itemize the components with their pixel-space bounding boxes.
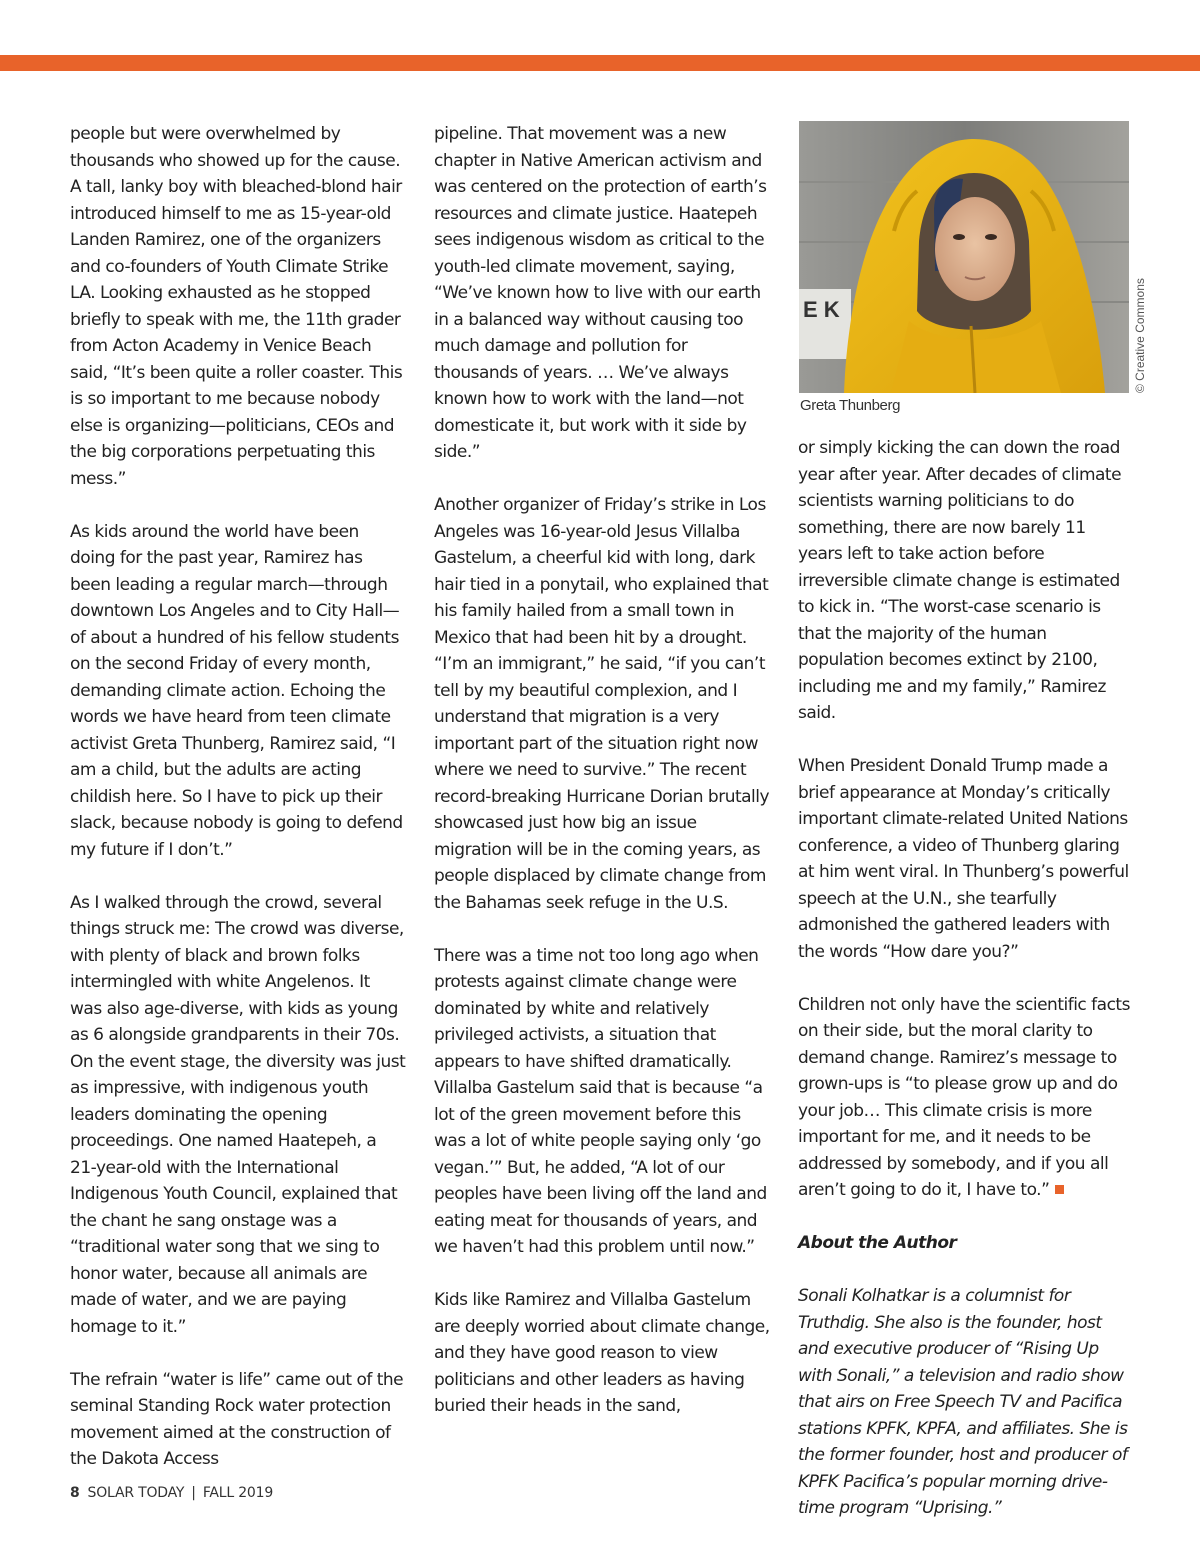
paragraph: There was a time not too long ago when protests against climate change were dominated by white and relatively privileged activists, a situation that appears to have shifted dramatically. Villalba Gastelum said that is because “a lot of the green movement before this was a lot of white people saying only ‘go vegan.’” But, he added, “A lot of our peoples have been living off the land and eating meat for thousands of years, and we haven’t had this problem until now.”: [434, 945, 767, 1257]
publication-name: SOLAR TODAY: [87, 1485, 185, 1501]
page-number: 8: [70, 1485, 80, 1501]
issue-label: FALL 2019: [202, 1485, 274, 1501]
paragraph: The refrain “water is life” came out of the seminal Standing Rock water protection movement aimed at the construction of the Dakota Access: [70, 1369, 404, 1469]
paragraph-final: [798, 992, 1134, 1204]
end-of-article-mark: [1055, 1185, 1064, 1194]
page-footer: [70, 1485, 273, 1501]
background-sign-text: E K: [803, 297, 840, 322]
article-column-3: [798, 435, 1134, 1548]
paragraph-text: Children not only have the scientific facts on their side, but the moral clarity to demand change. Ramirez’s message to grown-ups is “to please grow up and do your job… This climate crisis is more important for me, and it needs to be addressed by somebody, and if you all aren’t going to do it, I have to.”: [798, 994, 1130, 1200]
greta-thunberg-photo: [799, 121, 1129, 393]
paragraph: Another organizer of Friday’s strike in Los Angeles was 16-year-old Jesus Villalba Gastelum, a cheerful kid with long, dark hair tied in a ponytail, who explained that his family hailed from a small town in Mexico that had been hit by a drought. “I’m an immigrant,” he said, “if you can’t tell by my beautiful complexion, and I understand that migration is a very important part of the situation right now where we need to survive.” The recent record-breaking Hurricane Dorian brutally showcased just how big an issue migration will be in the coming years, as people displaced by climate change from the Bahamas seek refuge in the U.S.: [434, 495, 770, 913]
top-accent-bar: [0, 55, 1200, 71]
article-column-1: [70, 121, 406, 1473]
paragraph: When President Donald Trump made a brief appearance at Monday’s critically important climate-related United Nations conference, a video of Thunberg glaring at him went viral. In Thunberg’s powerful speech at the U.N., she tearfully admonished the gathered leaders with the words “How dare you?”: [798, 756, 1129, 962]
footer-separator: |: [191, 1485, 196, 1501]
author-bio: Sonali Kolhatkar is a columnist for Truthdig. She also is the founder, host and executive producer of “Rising Up with Sonali,” a television and radio show that airs on Free Speech TV and Pacifica stations KPFK, KPFA, and affiliates. She is the former founder, host and producer of KPFK Pacifica’s popular morning drive-time program “Uprising.”: [798, 1286, 1128, 1518]
paragraph: people but were overwhelmed by thousands who showed up for the cause. A tall, lanky boy with bleached-blond hair introduced himself to me as 15-year-old Landen Ramirez, one of the organizers and co-founders of Youth Climate Strike LA. Looking exhausted as he stopped briefly to speak with me, the 11th grader from Acton Academy in Venice Beach said, “It’s been quite a roller coaster. This is so important to me because nobody else is organizing—politicians, CEOs and the big corporations perpetuating this mess.”: [70, 124, 403, 489]
article-column-2: [434, 121, 770, 1420]
paragraph: As I walked through the crowd, several things struck me: The crowd was diverse, with plenty of black and brown folks intermingled with white Angelenos. It was also age-diverse, with kids as young as 6 alongside grandparents in their 70s. On the event stage, the diversity was just as impressive, with indigenous youth leaders dominating the opening proceedings. One named Haatepeh, a 21-year-old with the International Indigenous Youth Council, explained that the chant he sang onstage was a “traditional water song that we sing to honor water, because all animals are made of water, and we are paying homage to it.”: [70, 892, 406, 1337]
paragraph: Kids like Ramirez and Villalba Gastelum are deeply worried about climate change, and they have good reason to view politicians and other leaders as having buried their heads in the sand,: [434, 1290, 770, 1416]
paragraph: or simply kicking the can down the road year after year. After decades of climate scientists warning politicians to do something, there are now barely 11 years left to take action before irreversible climate change is estimated to kick in. “The worst-case scenario is that the majority of the human population becomes extinct by 2100, including me and my family,” Ramirez said.: [798, 438, 1122, 723]
paragraph: As kids around the world have been doing for the past year, Ramirez has been leading a regular march—through downtown Los Angeles and to City Hall—of about a hundred of his fellow students on the second Friday of every month, demanding climate action. Echoing the words we have heard from teen climate activist Greta Thunberg, Ramirez said, “I am a child, but the adults are acting childish here. So I have to pick up their slack, because nobody is going to defend my future if I don’t.”: [70, 521, 403, 860]
photo-caption: Greta Thunberg: [800, 397, 901, 414]
photo-credit: © Creative Commons: [1133, 278, 1147, 393]
paragraph: pipeline. That movement was a new chapter in Native American activism and was centered on the protection of earth’s resources and climate justice. Haatepeh sees indigenous wisdom as critical to the youth-led climate movement, saying, “We’ve known how to live with our earth in a balanced way without causing too much damage and pollution for thousands of years. … We’ve always known how to work with the land—not domesticate it, but work with it side by side.”: [434, 124, 767, 462]
author-heading: About the Author: [798, 1233, 957, 1253]
